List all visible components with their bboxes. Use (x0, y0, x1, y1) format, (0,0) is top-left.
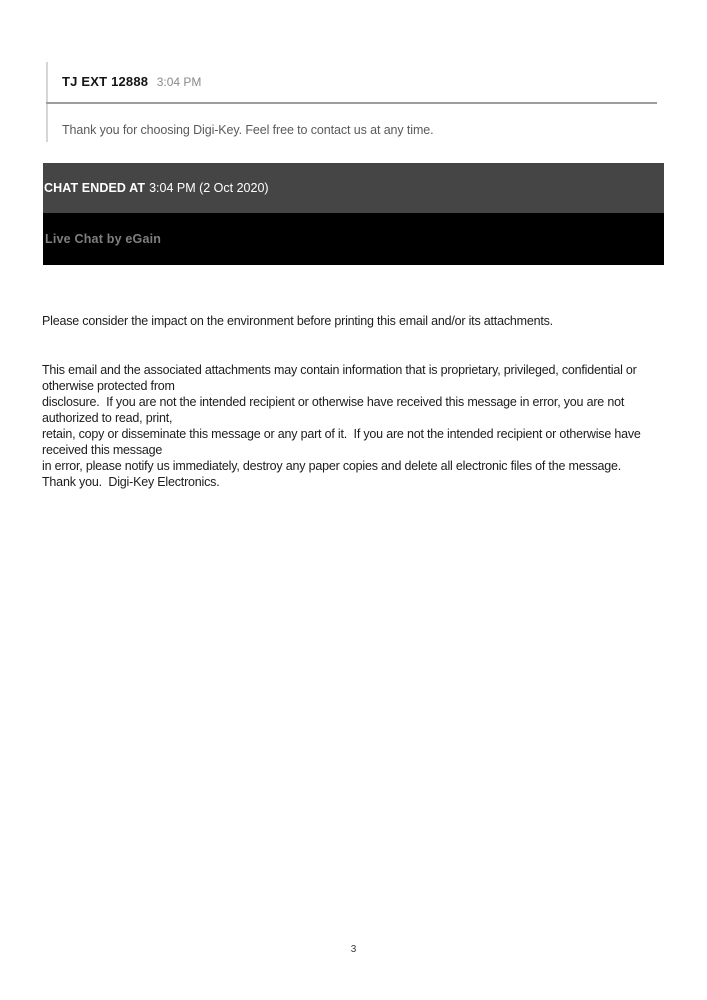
disclaimer-line: retain, copy or disseminate this message or any part of it. If you are not the intended recipient or otherwise have (42, 427, 641, 441)
legal-disclaimer (42, 362, 641, 490)
disclaimer-line: disclosure. If you are not the intended recipient or otherwise have received this message in error, you are not (42, 395, 625, 409)
sender-name: TJ EXT 12888 (62, 74, 149, 89)
disclaimer-line: in error, please notify us immediately, destroy any paper copies and delete all electronic files of the message. (42, 459, 622, 473)
disclaimer-line: received this message (42, 443, 163, 457)
environment-notice: Please consider the impact on the environment before printing this email and/or its attachments. (42, 314, 553, 328)
page-number: 3 (350, 944, 357, 955)
message-header (62, 73, 201, 91)
chat-ended-banner (43, 163, 664, 213)
egain-branding-banner (43, 213, 664, 265)
message-text: Thank you for choosing Digi-Key. Feel free to contact us at any time. (62, 123, 434, 137)
egain-branding-label: Live Chat by eGain (45, 232, 162, 246)
chat-ended-label: CHAT ENDED AT (44, 181, 146, 195)
chat-ended-time: 3:04 PM (2 Oct 2020) (149, 181, 269, 195)
disclaimer-line: This email and the associated attachments may contain information that is proprietary, privileged, confidential or (42, 363, 637, 377)
disclaimer-line: otherwise protected from (42, 379, 175, 393)
disclaimer-line: authorized to read, print, (42, 411, 173, 425)
disclaimer-line: Thank you. Digi-Key Electronics. (42, 475, 220, 489)
message-divider (46, 102, 657, 104)
message-timestamp: 3:04 PM (156, 75, 202, 89)
